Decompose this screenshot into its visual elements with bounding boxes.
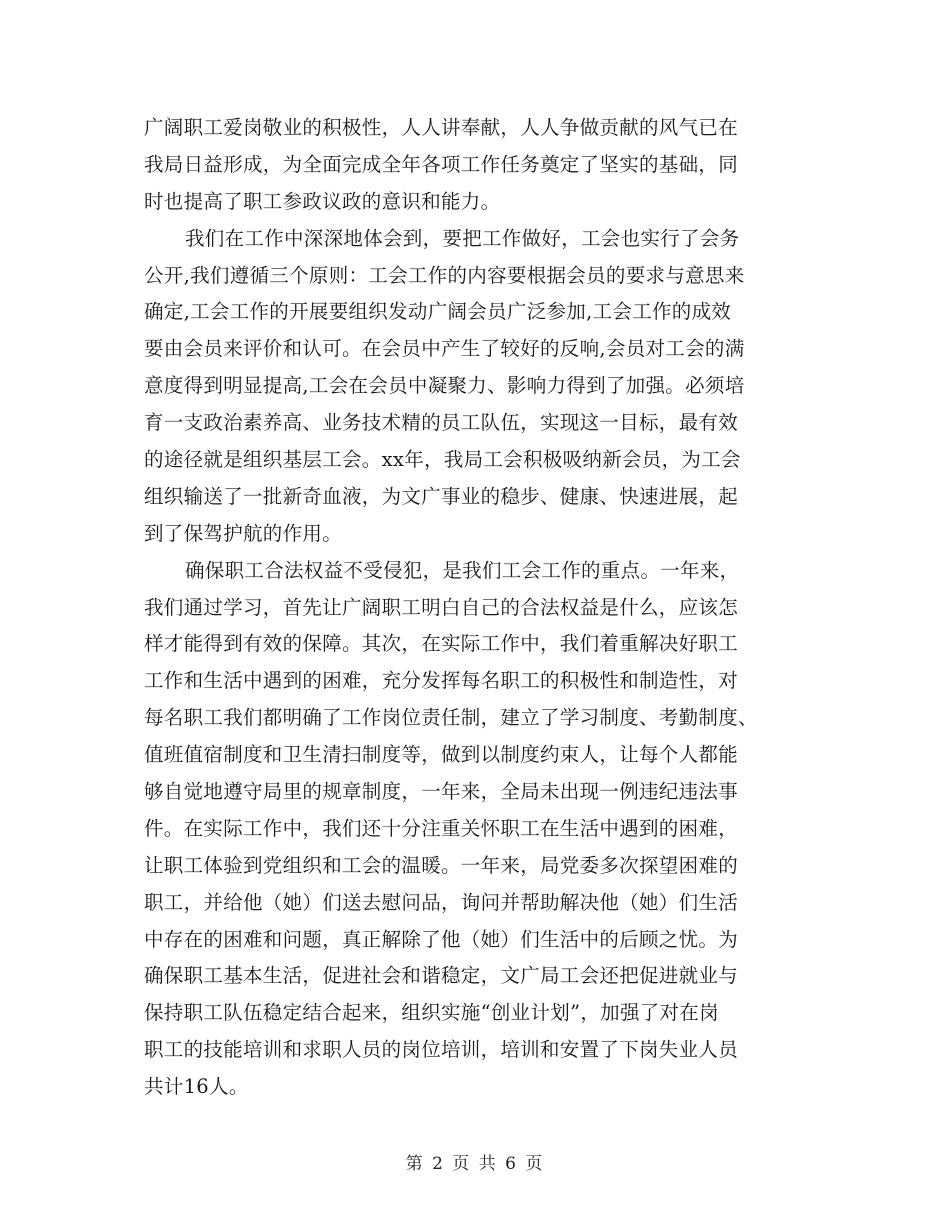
text-line: 我局日益形成，为全面完成全年各项工作任务奠定了坚实的基础，同: [144, 152, 739, 176]
text-line: 中存在的困难和问题，真正解除了他（她）们生活中的后顾之忧。为: [144, 927, 739, 951]
text-line: 职工的技能培训和求职人员的岗位培训，培训和安置了下岗失业人员: [144, 1038, 739, 1062]
text-line: 要由会员来评价和认可。在会员中产生了较好的反响,会员对工会的满: [144, 337, 745, 361]
paragraph: [144, 553, 804, 1106]
text-line: 我们在工作中深深地体会到，要把工作做好，工会也实行了会务: [185, 226, 740, 250]
text-line: 保持职工队伍稳定结合起来，组织实施“创业计划”，加强了对在岗: [144, 1001, 719, 1025]
paragraph: [144, 110, 804, 221]
text-line: 件。在实际工作中，我们还十分注重关怀职工在生活中遇到的困难，: [144, 816, 739, 840]
text-line: 的途径就是组织基层工会。xx年，我局工会积极吸纳新会员，为工会: [144, 448, 741, 472]
text-line: 组织输送了一批新奇血液，为文广事业的稳步、健康、快速进展，起: [144, 484, 739, 508]
text-line: 时也提高了职工参政议政的意识和能力。: [144, 189, 501, 213]
text-line: 公开,我们遵循三个原则：工会工作的内容要根据会员的要求与意思来: [144, 263, 745, 287]
text-line: 够自觉地遵守局里的规章制度，一年来，全局未出现一例违纪违法事: [144, 780, 739, 804]
text-line: 每名职工我们都明确了工作岗位责任制，建立了学习制度、考勤制度、: [144, 706, 758, 730]
text-line: 值班值宿制度和卫生清扫制度等，做到以制度约束人，让每个人都能: [144, 743, 739, 767]
document-body: [144, 110, 804, 1106]
text-line: 确保职工基本生活，促进社会和谐稳定，文广局工会还把促进就业与: [144, 964, 739, 988]
text-line: 到了保驾护航的作用。: [144, 521, 343, 545]
text-line: 确保职工合法权益不受侵犯，是我们工会工作的重点。一年来，: [185, 558, 740, 582]
text-line: 样才能得到有效的保障。其次，在实际工作中，我们着重解决好职工: [144, 632, 739, 656]
text-line: 广阔职工爱岗敬业的积极性，人人讲奉献，人人争做贡献的风气已在: [144, 116, 739, 139]
text-line: 共计16人。: [144, 1075, 249, 1099]
text-line: 意度得到明显提高,工会在会员中凝聚力、影响力得到了加强。必须培: [144, 374, 745, 398]
text-line: 我们通过学习，首先让广阔职工明白自己的合法权益是什么，应该怎: [144, 595, 739, 619]
text-line: 让职工体验到党组织和工会的温暖。一年来，局党委多次探望困难的: [144, 853, 739, 877]
text-line: 确定,工会工作的开展要组织发动广阔会员广泛参加,工会工作的成效: [144, 300, 732, 324]
text-line: 职工，并给他（她）们送去慰问品，询问并帮助解决他（她）们生活: [144, 890, 739, 914]
text-line: 育一支政治素养高、业务技术精的员工队伍，实现这一目标，最有效: [144, 411, 739, 435]
text-line: 工作和生活中遇到的困难，充分发挥每名职工的积极性和制造性，对: [144, 669, 739, 693]
page-number-footer: 第 2 页 共 6 页: [405, 1154, 545, 1174]
paragraph: [144, 221, 804, 553]
